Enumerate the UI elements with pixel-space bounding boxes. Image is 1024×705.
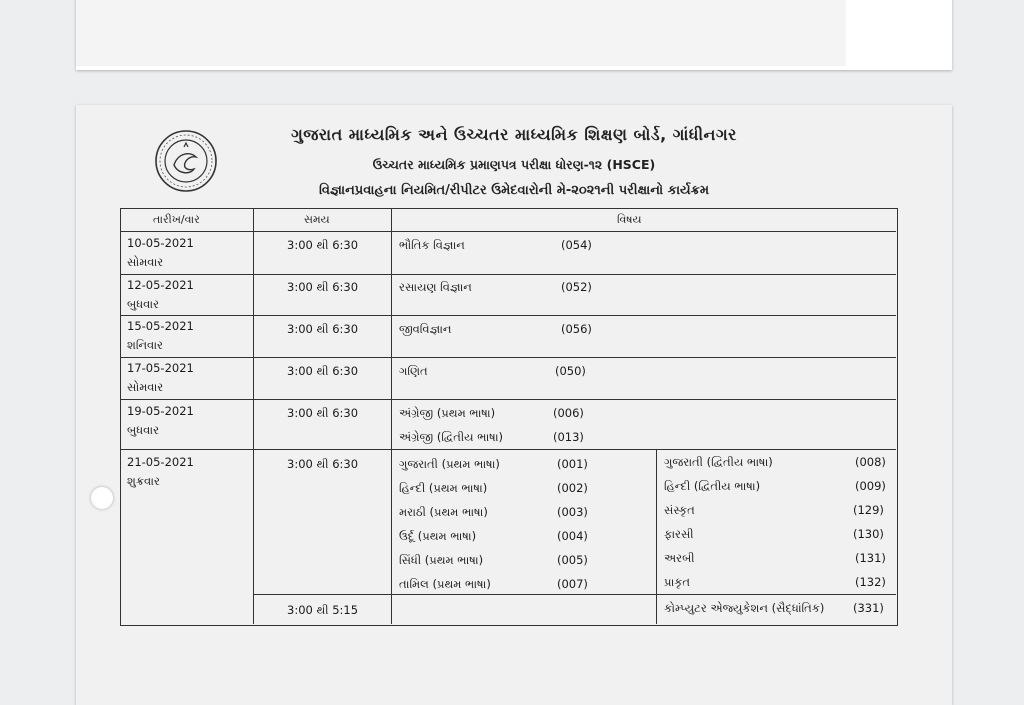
subject-code: (054) — [561, 238, 592, 252]
subject-code: (132) — [855, 575, 886, 589]
subject-code: (002) — [557, 481, 588, 495]
subject-name: તામિલ (પ્રથમ ભાષા) — [399, 577, 491, 591]
row-day: બુધવાર — [127, 423, 160, 437]
subject-name: અંગ્રેજી (દ્વિતીય ભાષા) — [399, 430, 503, 444]
board-title: ગુજરાત માધ્યમિક અને ઉચ્ચતર માધ્યમિક શિક્ષણ બોર્ડ, ગાંધીનગર — [291, 125, 737, 144]
subject-name: રસાયણ વિજ્ઞાન — [399, 280, 472, 294]
subject-name: ફારસી — [664, 527, 694, 541]
subject-name: કોમ્પ્યુટર એજ્યુકેશન (સૈદ્ધાંતિક) — [664, 601, 825, 615]
subject-name: સિંધી (પ્રથમ ભાષા) — [399, 553, 484, 567]
subject-name: સંસ્કૃત — [664, 503, 695, 517]
subject-code: (131) — [855, 551, 886, 565]
subject-code: (009) — [855, 479, 886, 493]
subject-name: અંગ્રેજી (પ્રથમ ભાષા) — [399, 406, 496, 420]
subject-code: (008) — [855, 455, 886, 469]
row-date: 12-05-2021 — [127, 278, 194, 292]
subject-code: (003) — [557, 505, 588, 519]
subject-code: (052) — [561, 280, 592, 294]
subject-name: જીવવિજ્ઞાન — [399, 322, 452, 336]
row-date: 21-05-2021 — [127, 455, 194, 469]
subject-code: (050) — [555, 364, 586, 378]
subject-name: ભૌતિક વિજ્ઞાન — [399, 238, 465, 252]
row-date: 17-05-2021 — [127, 361, 194, 375]
row-time: 3:00 થી 6:30 — [287, 364, 359, 378]
exam-schedule-table — [120, 208, 898, 626]
subject-code: (013) — [553, 430, 584, 444]
subject-name: ગુજરાતી (પ્રથમ ભાષા) — [399, 457, 500, 471]
row-date: 10-05-2021 — [127, 236, 194, 250]
subject-code: (007) — [557, 577, 588, 591]
subject-code: (129) — [853, 503, 884, 517]
exam-title: ઉચ્ચતર માધ્યમિક પ્રમાણપત્ર પરીક્ષા ધોરણ-૧૨ (HSCE) — [372, 157, 656, 172]
row-day: શનિવાર — [127, 338, 163, 352]
previous-page-card — [76, 0, 952, 70]
subject-code: (001) — [557, 457, 588, 471]
scroll-handle[interactable] — [91, 487, 113, 509]
subject-name: ઉર્દૂ (પ્રથમ ભાષા) — [399, 529, 477, 543]
header-date: તારીખ/વાર — [153, 213, 200, 226]
row-time: 3:00 થી 6:30 — [287, 280, 359, 294]
row-day: બુધવાર — [127, 297, 160, 311]
row-day: શુક્રવાર — [127, 474, 160, 488]
header-subject: વિષય — [617, 213, 642, 226]
subject-name: હિન્દી (દ્વિતીય ભાષા) — [664, 479, 761, 493]
row-time: 3:00 થી 6:30 — [287, 457, 359, 471]
row-time: 3:00 થી 6:30 — [287, 406, 359, 420]
schedule-title: વિજ્ઞાનપ્રવાહના નિયમિત/રીપીટર ઉમેદવારોની મે-૨૦૨૧ની પરીક્ષાનો કાર્યક્રમ — [318, 183, 710, 198]
previous-page-image — [76, 0, 846, 66]
subject-name: ગણિત — [399, 364, 428, 378]
row-time: 3:00 થી 6:30 — [287, 238, 359, 252]
subject-code: (005) — [557, 553, 588, 567]
row-time: 3:00 થી 6:30 — [287, 322, 359, 336]
row-day: સોમવાર — [127, 380, 164, 394]
subject-code: (056) — [561, 322, 592, 336]
subject-name: ગુજરાતી (દ્વિતીય ભાષા) — [664, 455, 773, 469]
subject-name: મરાઠી (પ્રથમ ભાષા) — [399, 505, 488, 519]
row-date: 19-05-2021 — [127, 404, 194, 418]
subject-code: (130) — [853, 527, 884, 541]
subject-name: પ્રાકૃત — [664, 575, 691, 589]
subject-name: હિન્દી (પ્રથમ ભાષા) — [399, 481, 488, 495]
header-time: સમય — [304, 213, 330, 226]
subject-code: (004) — [557, 529, 588, 543]
row-date: 15-05-2021 — [127, 319, 194, 333]
subject-code: (331) — [853, 601, 884, 615]
subject-name: અરબી — [664, 551, 695, 565]
row-time-2: 3:00 થી 5:15 — [287, 603, 359, 617]
row-day: સોમવાર — [127, 255, 164, 269]
document-page — [76, 105, 952, 705]
subject-code: (006) — [553, 406, 584, 420]
